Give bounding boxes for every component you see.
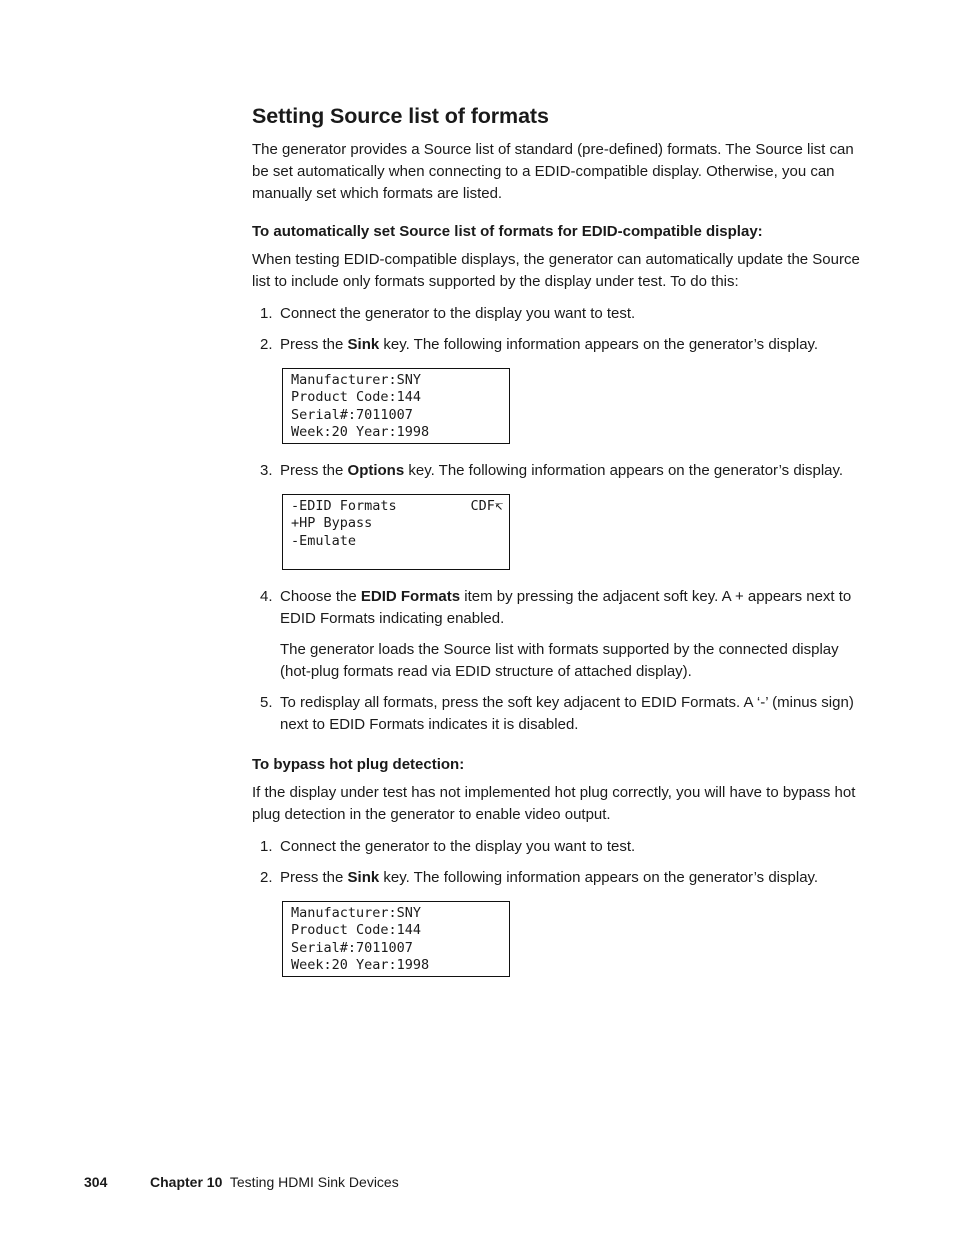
step-number: 2. — [260, 336, 273, 353]
display-line: Manufacturer:SNY — [291, 372, 422, 388]
step-number: 2. — [260, 869, 273, 886]
list-item — [252, 836, 872, 858]
chapter-title: Testing HDMI Sink Devices — [229, 1174, 399, 1190]
display-line: Serial#:7011007 — [291, 406, 413, 423]
display-line: -Emulate — [291, 532, 357, 549]
display-line: Week:20 Year:1998 — [291, 423, 430, 440]
step-text: Connect the generator to the display you want to test. — [280, 305, 636, 322]
display-line: Week:20 Year:1998 — [291, 956, 430, 973]
display-line: Product Code:144 — [291, 922, 422, 939]
display-corner-indicator: CDF↸ — [470, 498, 503, 514]
display-line: +HP Bypass — [291, 515, 373, 532]
list-item — [252, 867, 872, 889]
step-number: 5. — [260, 694, 273, 711]
key-name: Sink — [347, 869, 380, 886]
step-number: 1. — [260, 305, 273, 322]
step-number: 4. — [260, 588, 273, 605]
key-name: Options — [347, 462, 405, 479]
section-heading-auto: To automatically set Source list of formats for EDID-compatible display: — [252, 223, 763, 240]
step-text: Choose the EDID Formats item by pressing the adjacent soft key. A + appears next to EDID Formats indicating enabled. — [280, 588, 852, 627]
display-line: -EDID Formats — [291, 498, 397, 514]
display-line: Manufacturer:SNY — [291, 905, 422, 921]
step-text: Press the Options key. The following information appears on the generator’s display. — [280, 462, 844, 479]
section-heading-bypass: To bypass hot plug detection: — [252, 756, 465, 773]
steps-list-auto — [252, 303, 872, 356]
chapter-label: Chapter 10 — [150, 1174, 223, 1190]
page-title: Setting Source list of formats — [252, 104, 549, 128]
display-line: Product Code:144 — [291, 389, 422, 406]
step-note: The generator loads the Source list with formats supported by the connected display (hot-plug formats read via EDID structure of attached display). — [280, 641, 839, 680]
generator-display-sink-2 — [282, 901, 510, 977]
list-item — [252, 692, 872, 736]
intro-paragraph: The generator provides a Source list of standard (pre-defined) formats. The Source list can be set automatically when connecting to a EDID-compatible display. Otherwise, you can manually set which formats are listed. — [252, 141, 854, 202]
list-item — [252, 460, 872, 482]
step-text: Connect the generator to the display you want to test. — [280, 838, 636, 855]
steps-list-bypass — [252, 836, 872, 889]
step-text: Press the Sink key. The following information appears on the generator’s display. — [280, 869, 819, 886]
section-intro-auto: When testing EDID-compatible displays, the generator can automatically update the Source list to include only formats supported by the display under test. To do this: — [252, 251, 860, 290]
key-name: Sink — [347, 336, 380, 353]
page-number: 304 — [84, 1174, 108, 1190]
step-number: 1. — [260, 838, 273, 855]
generator-display-sink — [282, 368, 510, 444]
step-number: 3. — [260, 462, 273, 479]
step-text: Press the Sink key. The following information appears on the generator’s display. — [280, 336, 819, 353]
generator-display-options — [282, 494, 510, 570]
list-item — [252, 303, 872, 325]
page-footer — [84, 1174, 399, 1190]
steps-list-auto-cont2 — [252, 586, 872, 736]
list-item — [252, 586, 872, 683]
page-content — [252, 104, 872, 993]
step-text: To redisplay all formats, press the soft key adjacent to EDID Formats. A ‘-’ (minus sign) next to EDID Formats indicates it is disabled. — [280, 694, 854, 733]
display-line: Serial#:7011007 — [291, 939, 413, 956]
section-intro-bypass: If the display under test has not implemented hot plug correctly, you will have to bypass hot plug detection in the generator to enable video output. — [252, 784, 856, 823]
key-name: EDID Formats — [360, 588, 461, 605]
list-item — [252, 334, 872, 356]
steps-list-auto-cont — [252, 460, 872, 482]
